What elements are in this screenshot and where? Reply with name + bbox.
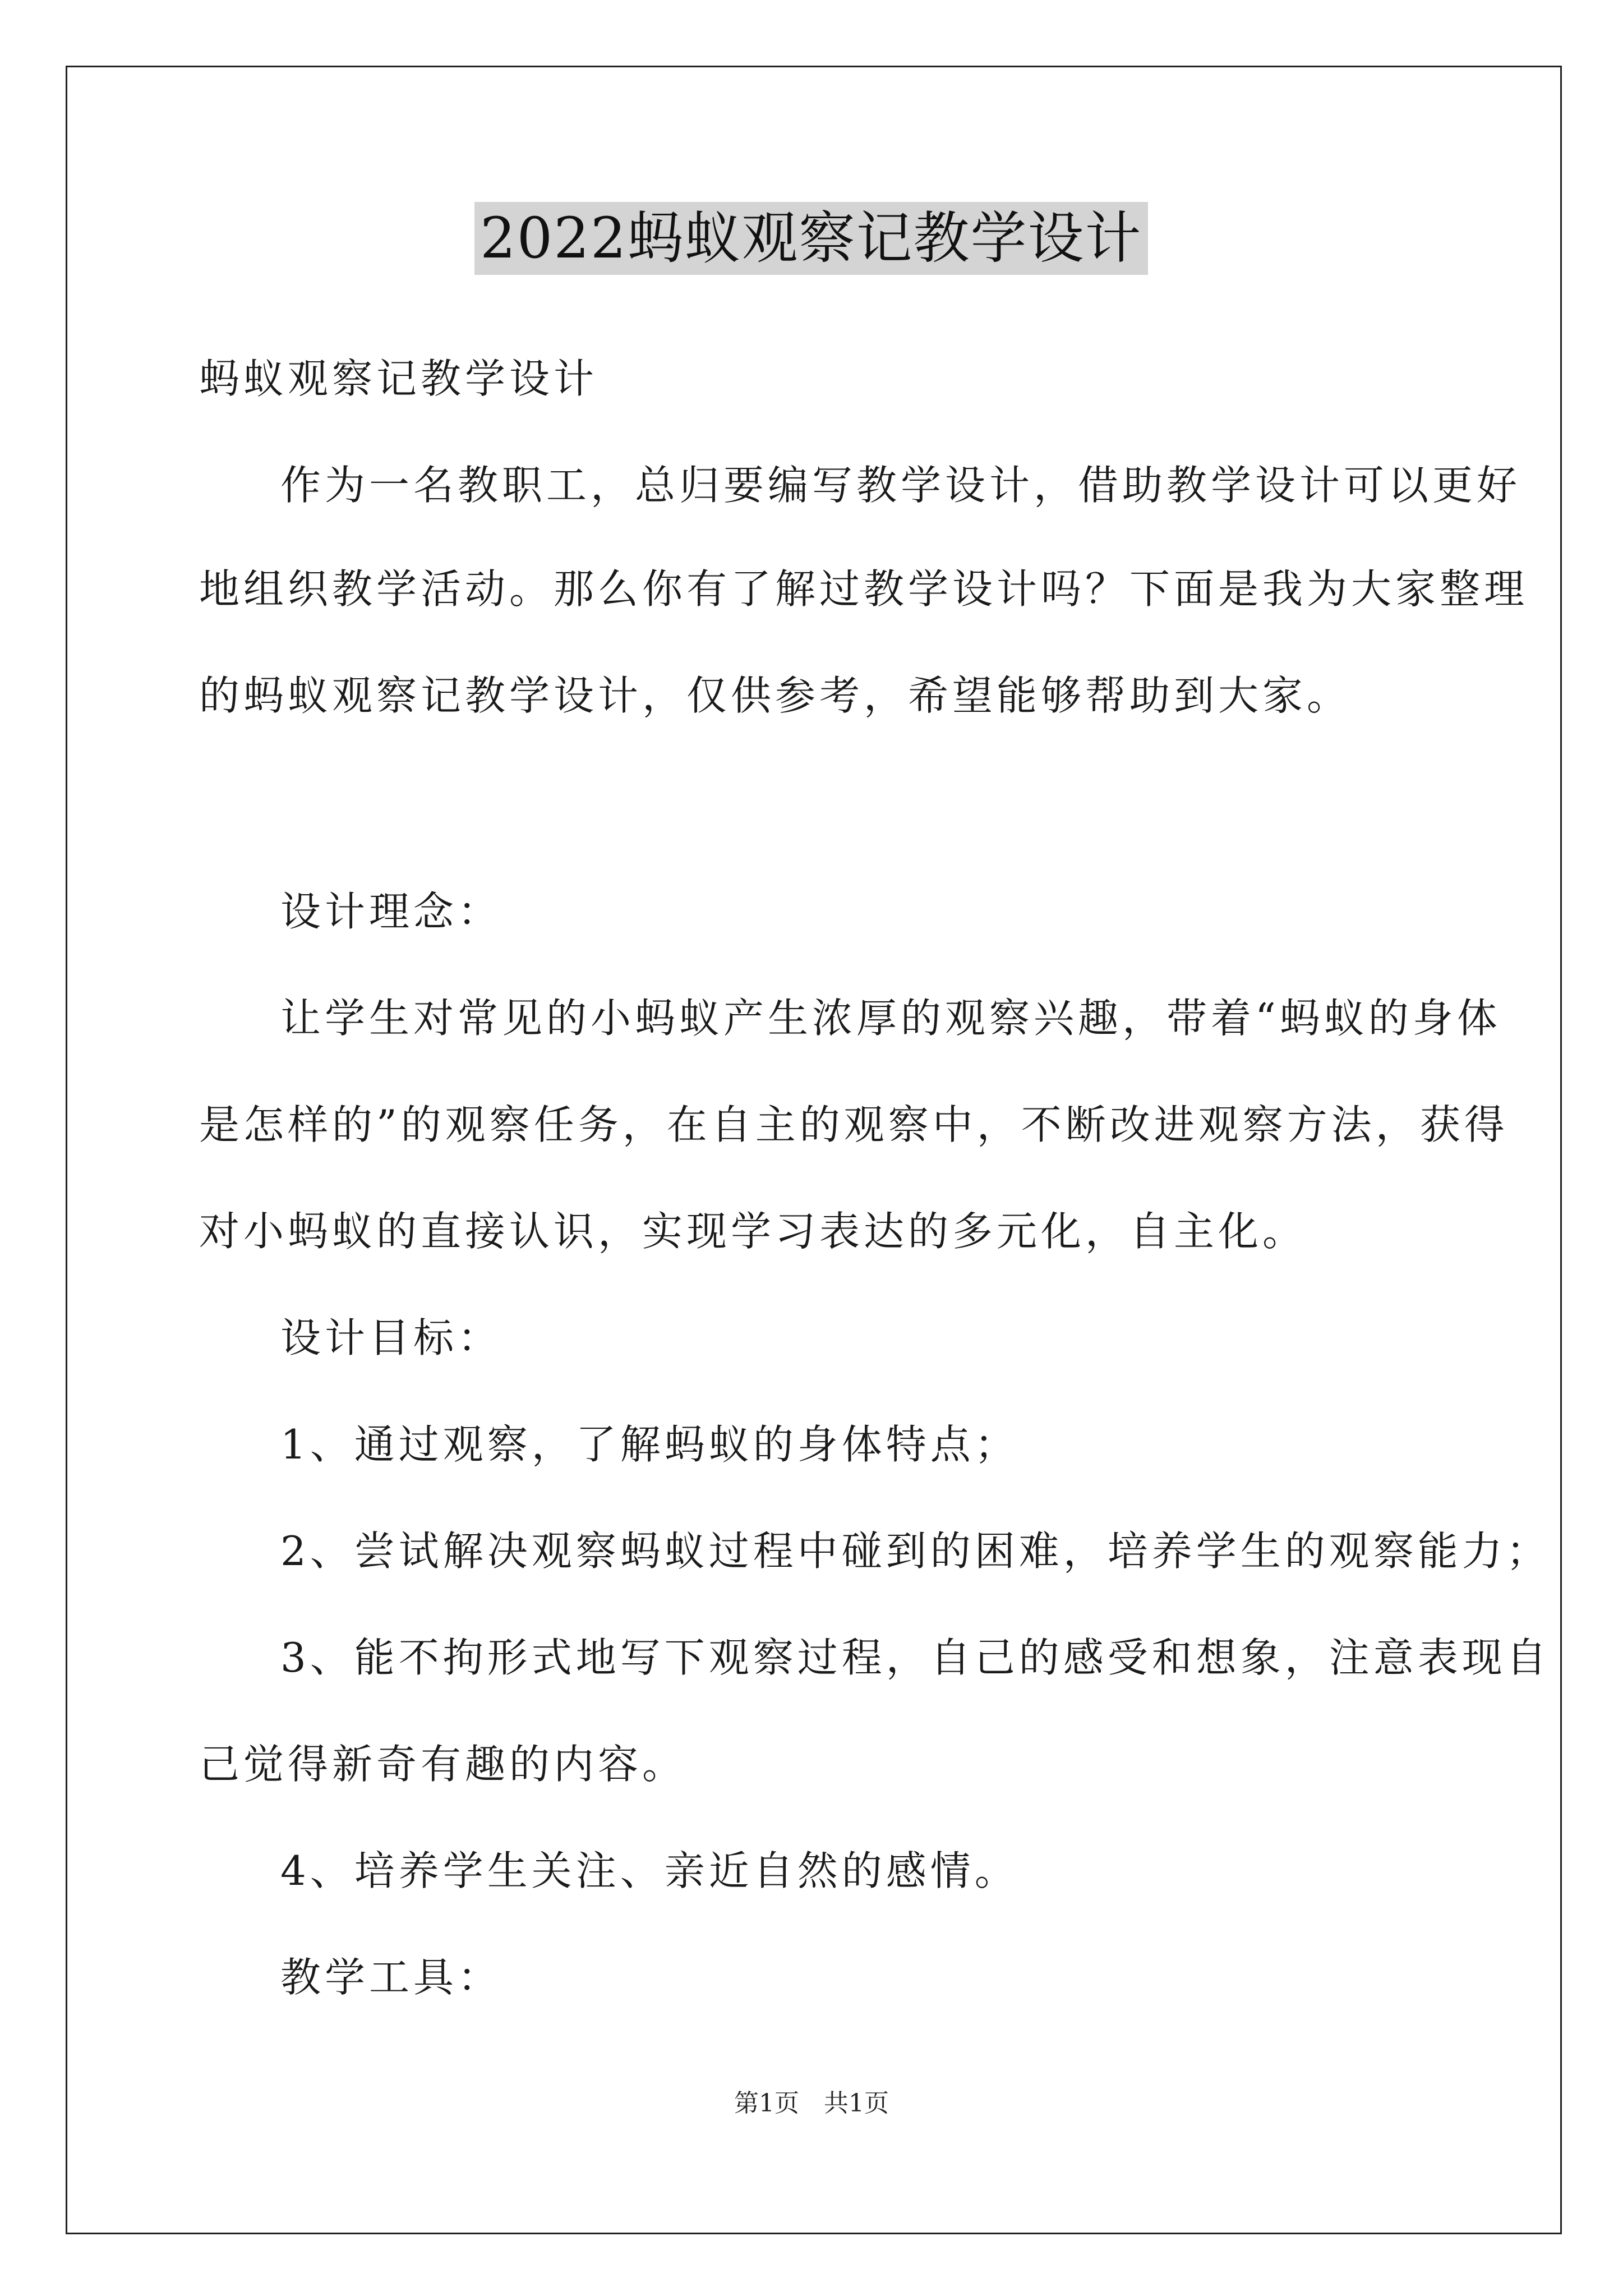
concept-line-2: 是怎样的”的观察任务，在自主的观察中，不断改进观察方法，获得 xyxy=(199,1101,1509,1148)
concept-line-3: 对小蚂蚁的直接认识，实现学习表达的多元化，自主化。 xyxy=(199,1208,1307,1255)
goal-item-3-line-1: 3、能不拘形式地写下观察过程，自己的感受和想象，注意表现自 xyxy=(280,1634,1551,1681)
tools-heading: 教学工具： xyxy=(280,1954,502,2001)
intro-line-2: 地组织教学活动。那么你有了解过教学设计吗？下面是我为大家整理 xyxy=(199,565,1529,613)
goal-item-4: 4、培养学生关注、亲近自然的感情。 xyxy=(280,1847,1019,1894)
document-subtitle: 蚂蚁观察记教学设计 xyxy=(199,355,598,402)
intro-line-1: 作为一名教职工，总归要编写教学设计，借助教学设计可以更好 xyxy=(280,462,1521,509)
document-title: 2022蚂蚁观察记教学设计 xyxy=(474,202,1148,275)
concept-line-1: 让学生对常见的小蚂蚁产生浓厚的观察兴趣，带着“蚂蚁的身体 xyxy=(280,995,1501,1042)
page-footer: 第1页 共1页 xyxy=(734,2089,889,2118)
intro-line-3: 的蚂蚁观察记教学设计，仅供参考，希望能够帮助到大家。 xyxy=(199,672,1352,719)
goal-item-2: 2、尝试解决观察蚂蚁过程中碰到的困难，培养学生的观察能力； xyxy=(280,1527,1551,1575)
goals-heading: 设计目标： xyxy=(280,1314,502,1361)
goal-item-1: 1、通过观察，了解蚂蚁的身体特点； xyxy=(280,1421,1019,1468)
goal-item-3-line-2: 己觉得新奇有趣的内容。 xyxy=(199,1741,687,1788)
concept-heading: 设计理念： xyxy=(280,888,502,935)
